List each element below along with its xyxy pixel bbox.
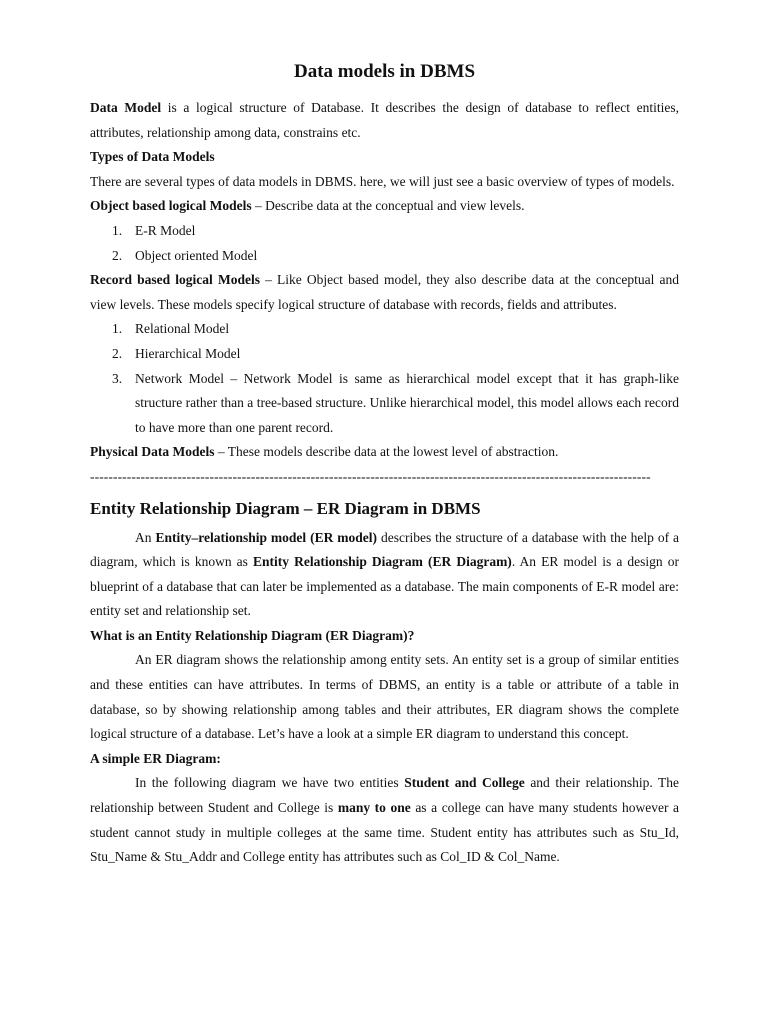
list-item: 2. Object oriented Model	[112, 247, 258, 263]
object-models-paragraph: Object based logical Models – Describe data at the conceptual and view levels.	[90, 198, 525, 214]
dashed-divider: --------------------------------------------------------------------------------------------------------------------------	[90, 468, 651, 484]
list-item: 1. E-R Model	[112, 222, 196, 238]
record-models-paragraph: Record based logical Models – Like Object based model, they also describe data at the conceptual and view levels. These models specify logical structure of database with records, fields and attributes.	[90, 272, 679, 312]
physical-models-paragraph: Physical Data Models – These models describe data at the lowest level of abstraction.	[90, 444, 559, 460]
types-paragraph: There are several types of data models in DBMS. here, we will just see a basic overview of types of models.	[90, 173, 675, 189]
er-diagram-paragraph: An ER diagram shows the relationship among entity sets. An entity set is a group of similar entities and these entities can have attributes. In terms of DBMS, an entity is a table or attribute of a table in database, so by showing relationship among tables and their attributes, ER diagram shows the complete logical structure of a database. Let’s have a look at a simple ER diagram to understand this concept.	[90, 652, 679, 742]
simple-er-heading: A simple ER Diagram:	[90, 750, 221, 766]
data-model-definition: Data Model is a logical structure of Database. It describes the design of database to reflect entities, attributes, relationship among data, constrains etc.	[90, 100, 679, 140]
er-model-paragraph: An Entity–relationship model (ER model) describes the structure of a database with the help of a diagram, which is known as Entity Relationship Diagram (ER Diagram). An ER model is a design or blueprint of a database that can later be implemented as a database. The main components of E-R model are: entity set and relationship set.	[90, 529, 680, 619]
physical-models-term: Physical Data Models	[90, 444, 215, 460]
types-heading: Types of Data Models	[90, 149, 215, 165]
page-title: Data models in DBMS	[293, 61, 476, 82]
record-models-term: Record based logical Models	[90, 272, 260, 288]
data-model-term: Data Model	[90, 100, 162, 115]
list-item: 1. Relational Model	[112, 321, 230, 337]
object-models-list	[90, 219, 679, 268]
list-item: 2. Hierarchical Model	[112, 345, 241, 361]
record-models-list	[90, 317, 679, 440]
list-item: 3. Network Model – Network Model is same as hierarchical model except that it has graph-like structure rather than a tree-based structure. Unlike hierarchical model, this model allows each record to have more than one parent record.	[112, 370, 679, 435]
er-question-heading: What is an Entity Relationship Diagram (ER Diagram)?	[90, 627, 415, 643]
er-section-title: Entity Relationship Diagram – ER Diagram in DBMS	[90, 498, 481, 518]
simple-er-paragraph: In the following diagram we have two entities Student and College and their relationship. The relationship between Student and College is many to one as a college can have many students however a student cannot study in multiple colleges at the same time. Student entity has attributes such as Stu_Id, Stu_Name & Stu_Addr and College entity has attributes such as Col_ID & Col_Name.	[90, 775, 680, 865]
object-models-term: Object based logical Models	[90, 198, 252, 214]
